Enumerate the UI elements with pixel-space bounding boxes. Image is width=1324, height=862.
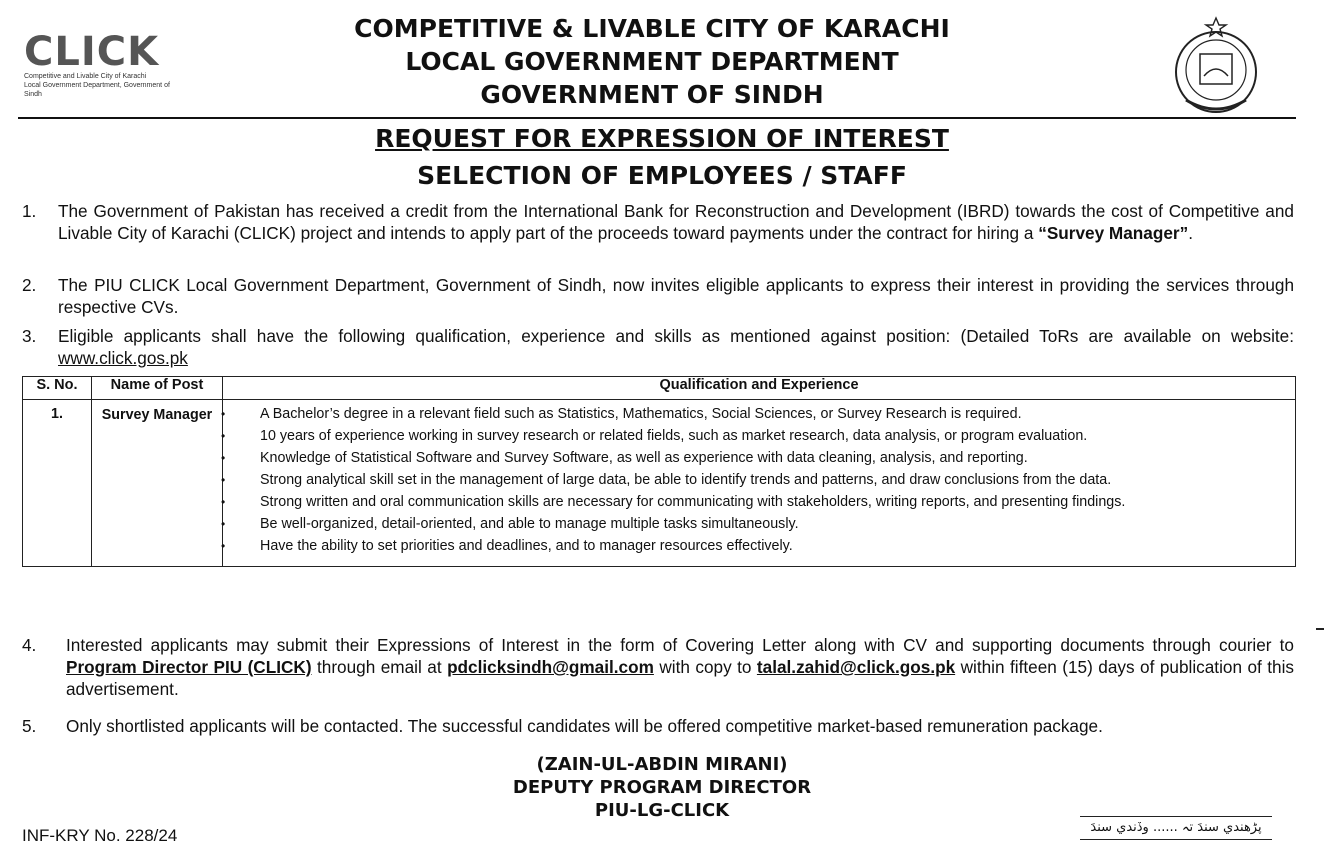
paragraph-text-c: with copy to: [653, 657, 757, 677]
list-item: • Knowledge of Statistical Software and Survey Software, as well as experience with data cleaning, analysis, and reporting.: [224, 449, 1288, 468]
reference-number: INF-KRY No. 228/24: [22, 826, 178, 845]
margin-mark: [1316, 628, 1324, 630]
header-line-2: LOCAL GOVERNMENT DEPARTMENT: [405, 47, 899, 76]
paragraph-1: [22, 200, 1294, 244]
list-item: • Strong written and oral communication skills are necessary for communicating with stakeholders, writing reports, and presenting findings.: [224, 493, 1288, 512]
header-title: [0, 12, 1324, 111]
list-item: • Strong analytical skill set in the management of large data, be able to identify trends and patterns, and draw conclusions from the data.: [224, 471, 1288, 490]
row-post: Survey Manager: [92, 400, 223, 567]
row-qualifications: [223, 400, 1296, 567]
website-link[interactable]: www.click.gos.pk: [58, 348, 188, 368]
paragraph-text-d: within fifteen (15) days of publication of this advertisement.: [66, 657, 1294, 699]
table-header-row: [23, 377, 1296, 400]
paragraph-3: [22, 325, 1294, 369]
table-row: [23, 400, 1296, 567]
row-sno: 1.: [23, 400, 92, 567]
col-post: Name of Post: [92, 377, 223, 400]
logo-wordmark: CLICK: [24, 29, 160, 75]
notice-title: REQUEST FOR EXPRESSION OF INTEREST: [375, 124, 949, 153]
header: [0, 0, 1324, 120]
signatory-office: PIU-LG-CLICK: [594, 800, 730, 821]
paragraph-text: Interested applicants may submit their Expressions of Interest in the form of Covering Letter along with CV and supporting documents through courier to: [66, 635, 1294, 655]
qualification-list: [224, 401, 1294, 565]
paragraph-2: [22, 274, 1294, 318]
header-line-3: GOVERNMENT OF SINDH: [480, 80, 824, 109]
list-item: • Be well-organized, detail-oriented, and able to manage multiple tasks simultaneously.: [224, 515, 1288, 534]
col-qualification: Qualification and Experience: [223, 377, 1296, 400]
paragraph-number: 2.: [22, 275, 37, 295]
list-item: • Have the ability to set priorities and deadlines, and to manager resources effectively.: [224, 537, 1288, 556]
recipient-link: Program Director PIU (CLICK): [66, 657, 312, 677]
post-highlight: “Survey Manager”: [1038, 223, 1189, 243]
paragraph-4: [22, 634, 1294, 700]
paragraph-number: 3.: [22, 326, 37, 346]
signatory-title: DEPUTY PROGRAM DIRECTOR: [512, 777, 812, 798]
paragraph-text: Only shortlisted applicants will be contacted. The successful candidates will be offered competitive market-based remuneration package.: [66, 716, 1103, 736]
sindh-seal-icon: [1166, 14, 1266, 114]
paragraph-text: The PIU CLICK Local Government Department, Government of Sindh, now invites eligible applicants to express their interest in providing the services through respective CVs.: [58, 275, 1294, 317]
logo-subtitle: Competitive and Livable City of Karachi: [24, 73, 147, 80]
signatory-name: (ZAIN-UL-ABDIN MIRANI): [536, 754, 788, 775]
paragraph-text: The Government of Pakistan has received a credit from the International Bank for Reconstruction and Development (IBRD) towards the cost of Competitive and Livable City of Karachi (CLICK) project and intends to apply part of the proceeds toward payments under the contract for hiring a: [58, 201, 1294, 243]
email-link-primary[interactable]: pdclicksindh@gmail.com: [447, 657, 654, 677]
paragraph-number: 4.: [22, 635, 37, 655]
paragraph-5: [22, 715, 1294, 737]
logo-subtitle-2: Local Government Department, Government of Sindh: [24, 82, 170, 98]
paragraph-text-b: through email at: [311, 657, 448, 677]
notice-subtitle: SELECTION OF EMPLOYEES / STAFF: [417, 161, 907, 190]
urdu-note: پڑھندي سندَ تہ ...... وڏندي سندَ: [1080, 816, 1272, 840]
paragraph-text-end: .: [1188, 223, 1193, 243]
header-divider: [18, 117, 1296, 119]
paragraph-number: 5.: [22, 716, 37, 736]
email-link-copy[interactable]: talal.zahid@click.gos.pk: [756, 657, 956, 677]
paragraph-text: Eligible applicants shall have the following qualification, experience and skills as mentioned against position: (Detailed ToRs are available on website:: [58, 326, 1294, 346]
header-line-1: COMPETITIVE & LIVABLE CITY OF KARACHI: [354, 14, 950, 43]
paragraph-number: 1.: [22, 201, 37, 221]
list-item: • 10 years of experience working in survey research or related fields, such as market research, data analysis, or program evaluation.: [224, 427, 1288, 446]
list-item: • A Bachelor’s degree in a relevant field such as Statistics, Mathematics, Social Sciences, or Survey Research is required.: [224, 405, 1288, 424]
qualification-table: [22, 376, 1296, 567]
col-sno: S. No.: [23, 377, 92, 400]
